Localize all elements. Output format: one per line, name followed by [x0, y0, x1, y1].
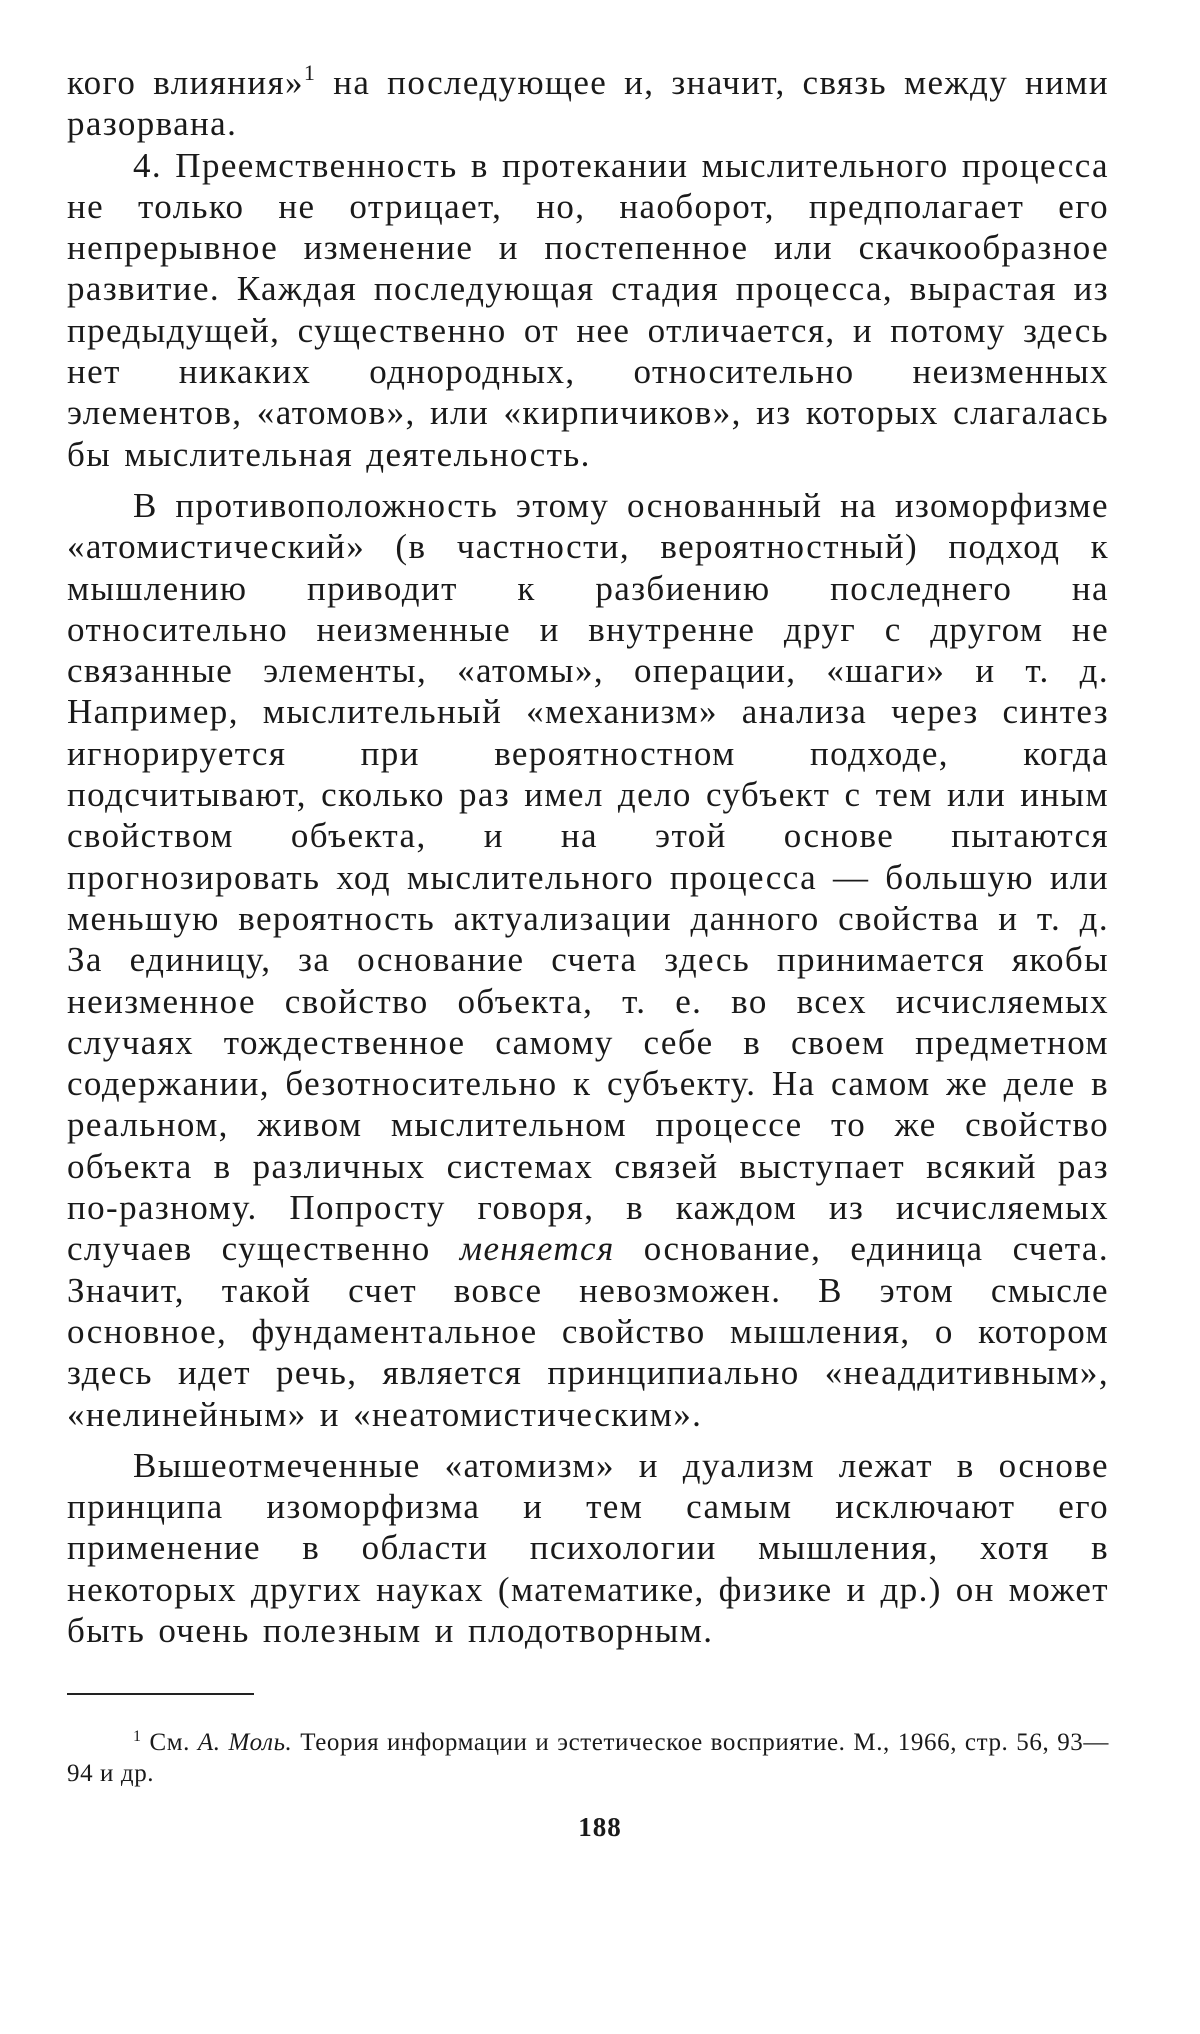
footnote [67, 1727, 1109, 1789]
footnote-divider [67, 1693, 254, 1695]
page-number: 188 [578, 1812, 622, 1842]
paragraph-text: кого влияния» [67, 63, 304, 102]
paragraph-atomistic-approach [67, 485, 1109, 1435]
page-body [67, 62, 1109, 1789]
paragraph-text: основание, единица счета. Значит, такой счет вовсе невозможен. В этом смысле основное, фундаментальное свойство мышления, о котором здесь идет речь, является принципиально «неаддитивным», «нелинейным» и «неатомистическим». [67, 1229, 1110, 1434]
footnote-marker: 1 [133, 1728, 142, 1746]
footnote-text: Теория информации и эстетическое восприятие. М., 1966, стр. 56, 93—94 и др. [67, 1729, 1109, 1788]
paragraph-continuation [67, 62, 1109, 145]
footnote-prefix: См. [141, 1729, 198, 1757]
paragraph-text: В противоположность этому основанный на изоморфизме «атомистический» (в частности, вероятностный) подход к мышлению приводит к разбиению последнего на относительно неизменные и внутренне друг с другом не связанные элементы, «атомы», операции, «шаги» и т. д. Например, мыслительный «механизм» анализа через синтез игнорируется при вероятностном подходе, когда подсчитывают, сколько раз имел дело субъект с тем или иным свойством объекта, и на этой основе пытаются прогнозировать ход мыслительного процесса — большую или меньшую вероятность актуализации данного свойства и т. д. За единицу, за основание счета здесь принимается якобы неизменное свойство объекта, т. е. во всех исчисляемых случаях тождественное самому себе в своем предметном содержании, безотносительно к субъекту. На самом же деле в реальном, живом мыслительном процессе то же свойство объекта в различных системах связей выступает всякий раз по-разному. Попросту говоря, в каждом из исчисляемых случаев существенно [67, 485, 1109, 1269]
footnote-author: А. Моль. [197, 1729, 293, 1757]
paragraph-text: на последующее и, значит, связь между ними разорвана. [67, 63, 1109, 144]
footnote-reference[interactable]: 1 [303, 60, 317, 85]
emphasized-word: меняется [459, 1229, 615, 1269]
paragraph-point-4: 4. Преемственность в протекании мыслительного процесса не только не отрицает, но, наоборот, предполагает его непрерывное изменение и постепенное или скачкообразное развитие. Каждая последующая стадия процесса, вырастая из предыдущей, существенно от нее отличается, и потому здесь нет никаких однородных, относительно неизменных элементов, «атомов», или «кирпичиков», из которых слагалась бы мыслительная деятельность. [67, 145, 1109, 474]
paragraph-conclusion: Вышеотмеченные «атомизм» и дуализм лежат в основе принципа изоморфизма и тем самым исключают его применение в области психологии мышления, хотя в некоторых других науках (математике, физике и др.) он может быть очень полезным и плодотворным. [67, 1445, 1109, 1650]
